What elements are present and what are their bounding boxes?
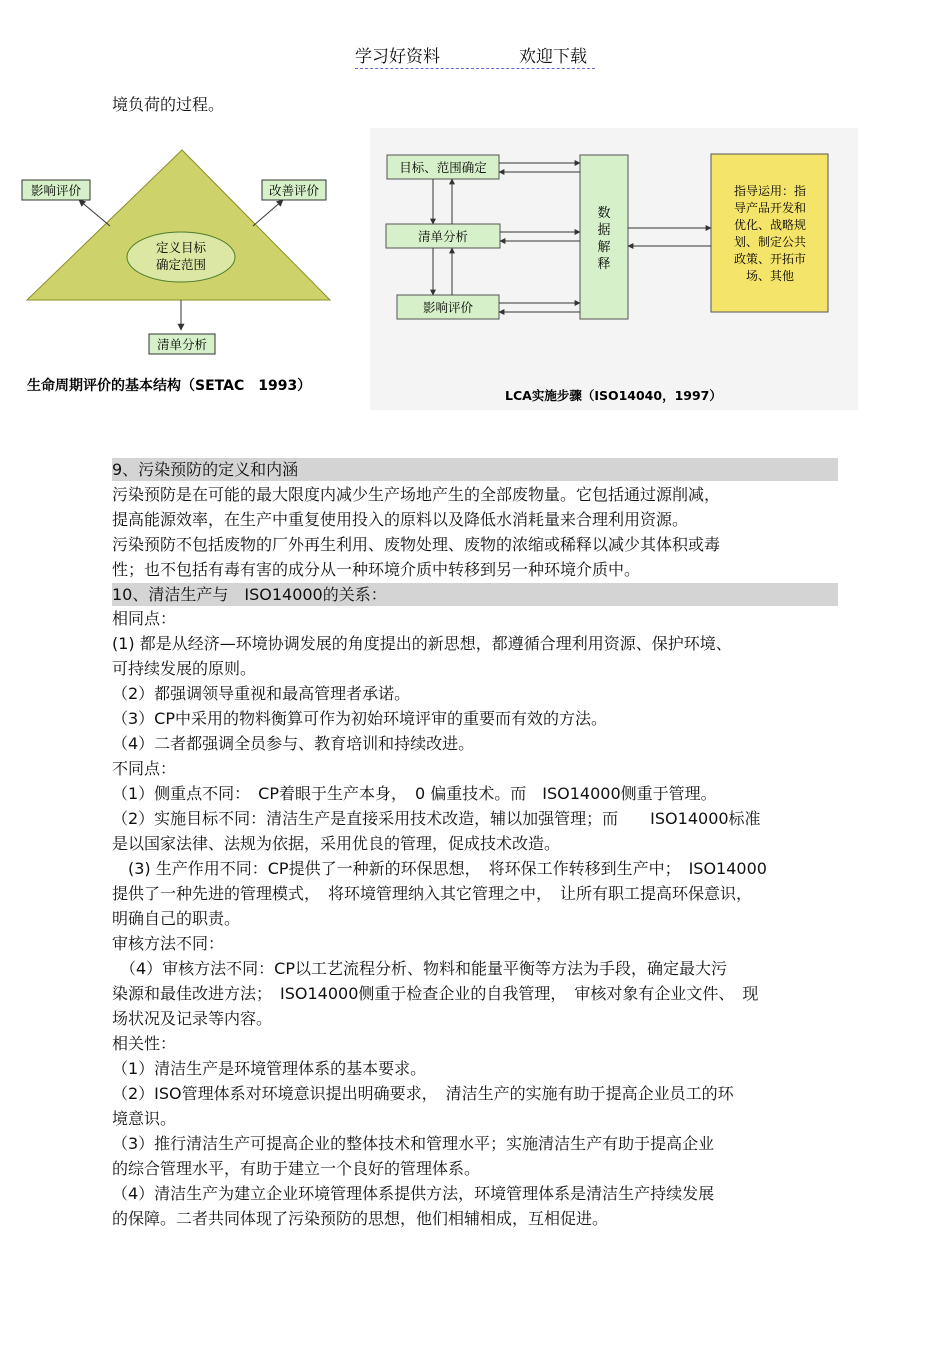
arrow-to-impact <box>79 200 110 226</box>
goal-scope-label: 目标、范围确定 <box>399 160 487 175</box>
section-10-line: （3）CP中采用的物料衡算可作为初始环境评审的重要而有效的方法。 <box>112 709 608 728</box>
section-9-line: 污染预防不包括废物的厂外再生利用、废物处理、废物的浓缩或稀释以减少其体积或毒 <box>112 535 721 554</box>
section-9-line: 污染预防是在可能的最大限度内减少生产场地产生的全部废物量。它包括通过源削减， <box>112 485 721 504</box>
intro-line: 境负荷的过程。 <box>112 95 225 114</box>
section-10-line: (1) 都是从经济—环境协调发展的角度提出的新思想，都遵循合理利用资源、保护环境、 <box>112 634 732 653</box>
section-10-line: 的保障。二者共同体现了污染预防的思想，他们相辅相成，互相促进。 <box>112 1209 609 1228</box>
data-char-2: 据 <box>597 223 611 238</box>
section-10-line: 不同点： <box>112 759 177 778</box>
section-10-line: 染源和最佳改进方法； ISO14000侧重于检查企业的自我管理， 审核对象有企业文件、 现 <box>112 984 759 1003</box>
guide-line-2: 导产品开发和 <box>733 201 807 215</box>
guide-line-5: 政策、开拓市 <box>733 252 807 266</box>
impact-assessment-label: 影响评价 <box>30 183 82 198</box>
section-10-line: 可持续发展的原则。 <box>112 659 257 678</box>
section-9-heading-band <box>112 458 838 481</box>
center-label-line2: 确定范围 <box>155 257 207 272</box>
section-10-line: （2）实施目标不同：清洁生产是直接采用技术改造，辅以加强管理；而 ISO14000标准 <box>112 809 761 828</box>
section-10-line: 是以国家法律、法规为依据，采用优良的管理，促成技术改造。 <box>112 834 561 853</box>
header-right-text: 欢迎下载 <box>519 47 587 67</box>
section-10-line: （2）ISO管理体系对环境意识提出明确要求， 清洁生产的实施有助于提高企业员工的环 <box>112 1084 734 1103</box>
lca-structure-figure <box>15 138 355 400</box>
lca-steps-figure <box>370 128 860 410</box>
section-10-line: 提供了一种先进的管理模式， 将环境管理纳入其它管理之中， 让所有职工提高环保意识， <box>112 884 753 903</box>
header-left-text: 学习好资料 <box>355 47 440 67</box>
center-label-line1: 定义目标 <box>155 240 207 255</box>
section-10-line: 相关性： <box>112 1034 177 1053</box>
arrow-to-improve <box>253 200 283 226</box>
section-10-line: （3）推行清洁生产可提高企业的整体技术和管理水平；实施清洁生产有助于提高企业 <box>112 1134 715 1153</box>
section-10-heading-band <box>112 583 838 606</box>
section-10-line: （4）审核方法不同：CP以工艺流程分析、物料和能量平衡等方法为手段，确定最大污 <box>112 959 728 978</box>
inventory-label: 清单分析 <box>417 229 469 244</box>
data-char-3: 解 <box>597 240 611 255</box>
section-10-heading: 10、清洁生产与 ISO14000的关系： <box>112 585 387 604</box>
section-10-line: （1）侧重点不同： CP着眼于生产本身， 0 偏重技术。而 ISO14000侧重于管理。 <box>112 784 717 803</box>
guide-line-4: 划、制定公共 <box>733 235 807 249</box>
section-10-line: (3) 生产作用不同：CP提供了一种新的环保思想， 将环保工作转移到生产中； ISO14000 <box>112 859 767 878</box>
section-10-line: 的综合管理水平，有助于建立一个良好的管理体系。 <box>112 1159 481 1178</box>
data-char-1: 数 <box>597 206 611 221</box>
section-10-line: （4）二者都强调全员参与、教育培训和持续改进。 <box>112 734 475 753</box>
impact-label: 影响评价 <box>422 300 474 315</box>
guide-line-3: 优化、战略规 <box>733 218 807 232</box>
section-10-line: 境意识。 <box>112 1109 177 1128</box>
section-10-line: （1）清洁生产是环境管理体系的基本要求。 <box>112 1059 427 1078</box>
section-9-line: 性；也不包括有毒有害的成分从一种环境介质中转移到另一种环境介质中。 <box>112 560 641 579</box>
guide-line-1: 指导运用：指 <box>733 184 807 198</box>
improvement-assessment-label: 改善评价 <box>268 183 320 198</box>
left-figure-caption: 生命周期评价的基本结构（SETAC 1993） <box>27 378 312 394</box>
section-10-line: （4）清洁生产为建立企业环境管理体系提供方法，环境管理体系是清洁生产持续发展 <box>112 1184 715 1203</box>
right-figure-caption: LCA实施步骤（ISO14040，1997） <box>505 388 722 403</box>
section-10-line: 审核方法不同： <box>112 934 225 953</box>
section-10-line: （2）都强调领导重视和最高管理者承诺。 <box>112 684 411 703</box>
guidance-box <box>711 154 828 312</box>
section-9-heading: 9、污染预防的定义和内涵 <box>112 460 299 479</box>
inventory-analysis-label: 清单分析 <box>156 337 208 352</box>
section-10-line: 场状况及记录等内容。 <box>112 1009 273 1028</box>
page-header <box>355 42 595 69</box>
section-10-line: 相同点： <box>112 609 177 628</box>
data-char-4: 释 <box>597 257 611 272</box>
guide-line-6: 场、其他 <box>745 269 795 283</box>
section-10-line: 明确自己的职责。 <box>112 909 241 928</box>
section-9-line: 提高能源效率，在生产中重复使用投入的原料以及降低水消耗量来合理利用资源。 <box>112 510 689 529</box>
